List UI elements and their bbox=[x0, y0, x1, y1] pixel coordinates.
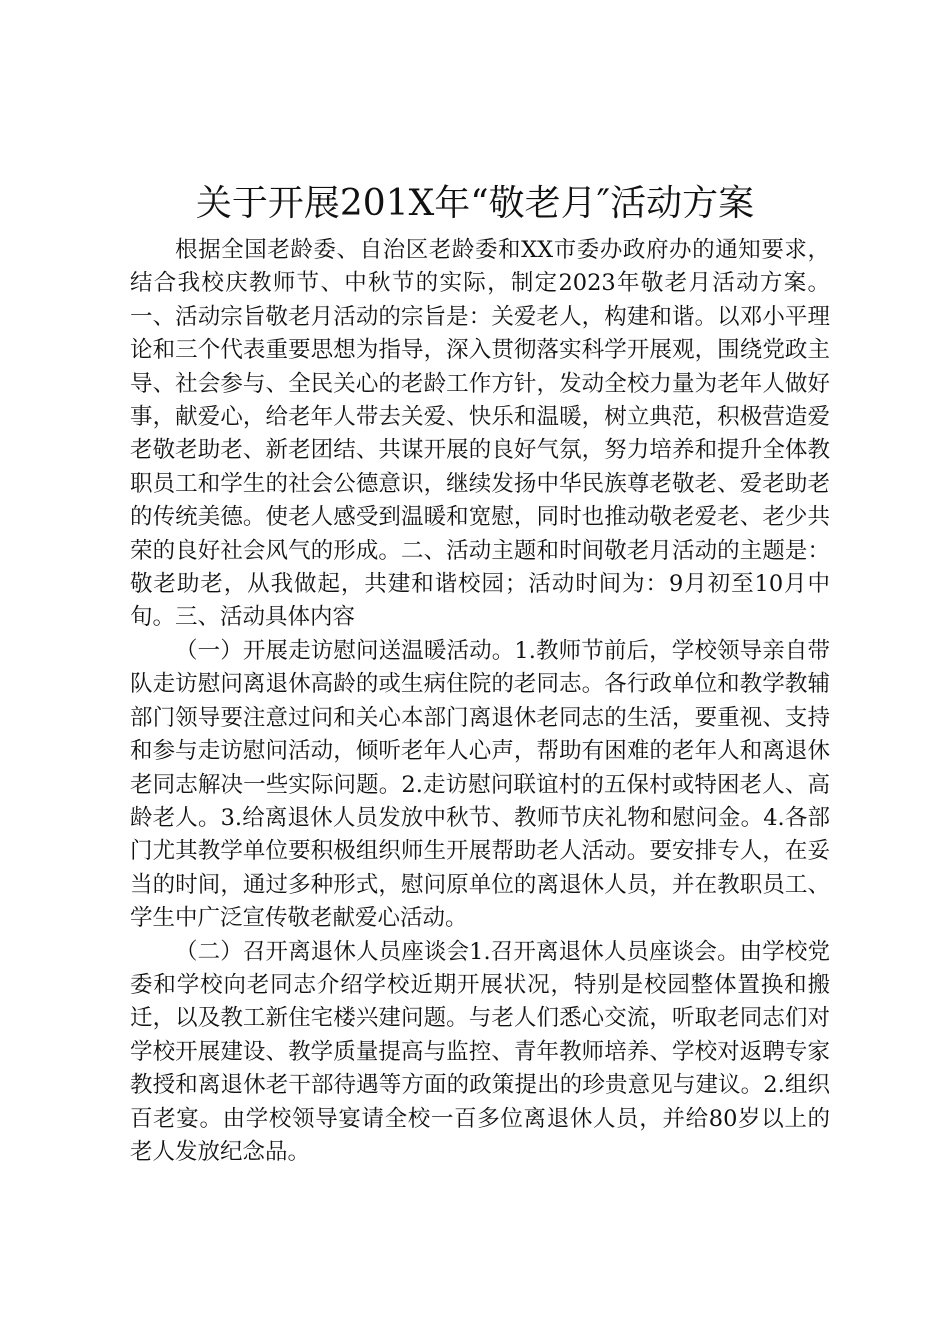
document-title: 关于开展201X年“敬老月″活动方案 bbox=[195, 183, 755, 224]
paragraph-visit-activities: （一）开展走访慰问送温暖活动。1.教师节前后，学校领导亲自带队走访慰问离退休高龄的或生病住院的老同志。各行政单位和教学教辅部门领导要注意过问和关心本部门离退休老同志的生活，要重视、支持和参与走访慰问活动，倾听老年人心声，帮助有困难的老年人和离退休老同志解决一些实际问题。2.走访慰问联谊村的五保村或特困老人、高龄老人。3.给离退休人员发放中秋节、教师节庆礼物和慰问金。4.各部门尤其教学单位要积极组织师生开展帮助老人活动。要安排专人，在妥当的时间，通过多种形式，慰问原单位的离退休人员，并在教职员工、学生中广泛宣传敬老献爱心活动。 bbox=[130, 637, 830, 932]
paragraph-purpose-and-theme: 根据全国老龄委、自治区老龄委和XX市委办政府办的通知要求，结合我校庆教师节、中秋节的实际，制定2023年敬老月活动方案。一、活动宗旨敬老月活动的宗旨是：关爱老人，构建和谐。以邓小平理论和三个代表重要思想为指导，深入贯彻落实科学开展观，围绕党政主导、社会参与、全民关心的老龄工作方针，发动全校力量为老年人做好事，献爱心，给老年人带去关爱、快乐和温暖，树立典范，积极营造爱老敬老助老、新老团结、共谋开展的良好气氛，努力培养和提升全体教职员工和学生的社会公德意识，继续发扬中华民族尊老敬老、爱老助老的传统美德。使老人感受到温暖和宽慰，同时也推动敬老爱老、老少共荣的良好社会风气的形成。二、活动主题和时间敬老月活动的主题是：敬老助老，从我做起，共建和谐校园；活动时间为：9月初至10月中旬。三、活动具体内容 bbox=[130, 237, 830, 631]
paragraph-retiree-forum: （二）召开离退休人员座谈会1.召开离退休人员座谈会。由学校党委和学校向老同志介绍学校近期开展状况，特别是校园整体置换和搬迁，以及教工新住宅楼兴建问题。与老人们悉心交流，听取老同志们对学校开展建设、教学质量提高与监控、青年教师培养、学校对返聘专家教授和离退休老干部待遇等方面的政策提出的珍贵意见与建议。2.组织百老宴。由学校领导宴请全校一百多位离退休人员，并给80岁以上的老人发放纪念品。 bbox=[130, 938, 830, 1165]
document-body bbox=[130, 234, 830, 1169]
